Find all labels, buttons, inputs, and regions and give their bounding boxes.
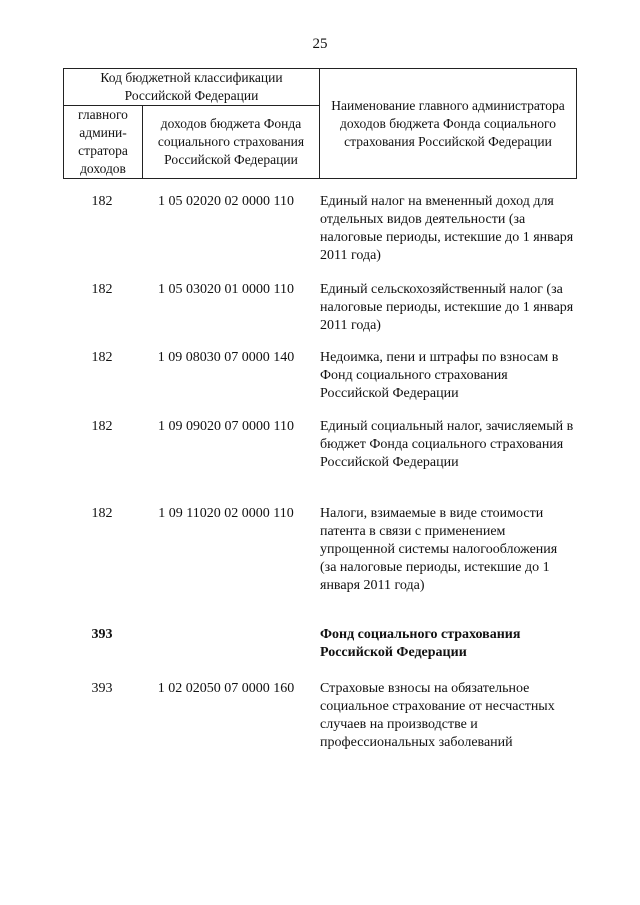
row-income-code: 1 05 03020 01 0000 110: [158, 282, 294, 297]
row-name: Фонд социального страхования Российской Федерации: [320, 627, 521, 660]
header-name-column: Наименование главного администратора доходов бюджета Фонда социального страхования Российской Федерации: [320, 69, 577, 179]
row-income-code: 1 02 02050 07 0000 160: [157, 681, 295, 696]
row-admin-code: 182: [91, 419, 113, 434]
row-admin-code: 393: [91, 627, 113, 642]
row-income-code: 1 09 11020 02 0000 110: [158, 506, 294, 521]
page-number: 25: [312, 36, 328, 52]
row-name: Единый сельскохозяйственный налог (за налоговые периоды, истекшие до 1 января 2011 года): [320, 282, 574, 333]
row-admin-code: 182: [91, 194, 113, 209]
header-admin-column: главного админи-стратора доходов: [64, 106, 143, 179]
row-income-code: 1 09 08030 07 0000 140: [157, 350, 295, 365]
row-income-code: 1 09 09020 07 0000 110: [158, 419, 294, 434]
header-income-column: доходов бюджета Фонда социального страхования Российской Федерации: [143, 106, 320, 179]
row-admin-code: 182: [91, 282, 113, 297]
budget-code-table-header: [63, 68, 577, 179]
row-name: Единый социальный налог, зачисляемый в бюджет Фонда социального страхования Российской Федерации: [320, 419, 574, 470]
row-name: Страховые взносы на обязательное социальное страхование от несчастных случаев на производстве и профессиональных заболеваний: [320, 681, 555, 750]
row-income-code: 1 05 02020 02 0000 110: [158, 194, 294, 209]
header-code-group: Код бюджетной классификации Российской Федерации: [64, 69, 320, 106]
row-name: Налоги, взимаемые в виде стоимости патента в связи с применением упрощенной системы налогообложения (за налоговые периоды, истекшие до 1 января 2011 года): [320, 506, 558, 593]
row-admin-code: 182: [91, 506, 113, 521]
row-admin-code: 182: [91, 350, 113, 365]
row-name: Единый налог на вмененный доход для отдельных видов деятельности (за налоговые периоды, истекшие до 1 января 2011 года): [320, 194, 574, 263]
row-admin-code: 393: [91, 681, 113, 696]
row-name: Недоимка, пени и штрафы по взносам в Фонд социального страхования Российской Федерации: [320, 350, 559, 401]
